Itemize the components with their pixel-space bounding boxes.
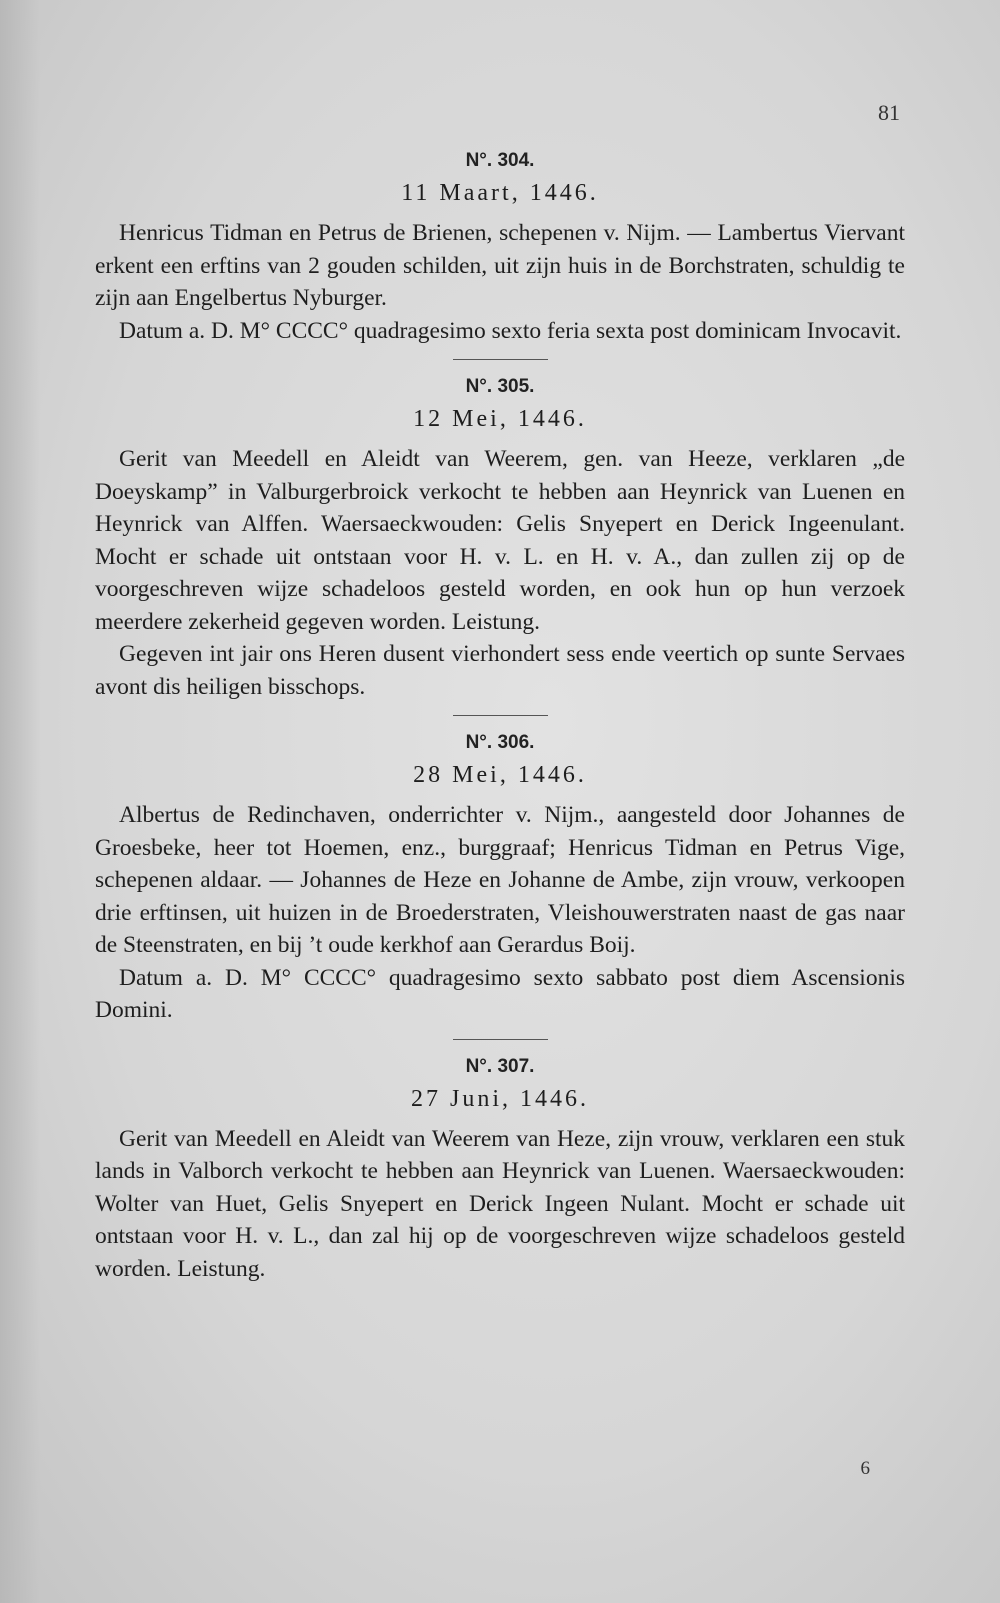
entry-date: 12 Mei, 1446. xyxy=(413,406,587,432)
entry-number: N°. 306. xyxy=(465,732,535,753)
entry-paragraph: Datum a. D. M° CCCC° quadragesimo sexto feria sexta post dominicam Invocavit. xyxy=(119,317,902,344)
entry-date: 28 Mei, 1446. xyxy=(413,762,587,788)
entry-paragraph: Gerit van Meedell en Aleidt van Weerem, gen. van Heeze, verklaren „de Doeyskamp” in Valburgerbroick verkocht te hebben aan Heynrick van Luenen en Heynrick van Alffen. Waersaeckwouden: Gelis Snyepert en Derick Ingeenulant. Mocht er schade uit ontstaan voor H. v. L. en H. v. A., dan zullen zij op de voorgeschreven wijze schadeloos gesteld worden, en ook hun op hun verzoek meerdere zekerheid gegeven worden. Leistung. xyxy=(95,446,905,635)
entry-306 xyxy=(95,732,905,1027)
entry-305 xyxy=(95,376,905,703)
entry-number: N°. 305. xyxy=(465,376,535,397)
entry-paragraph: Gerit van Meedell en Aleidt van Weerem van Heze, zijn vrouw, verklaren een stuk lands in Valborch verkocht te hebben aan Heynrick van Luenen. Waersaeckwouden: Wolter van Huet, Gelis Snyepert en Derick Ingeen Nulant. Mocht er schade uit ontstaan voor H. v. L., dan zal hij op de voorgeschreven wijze schadeloos gesteld worden. Leistung. xyxy=(95,1125,905,1282)
signature-mark: 6 xyxy=(860,1458,870,1479)
entry-paragraph: Henricus Tidman en Petrus de Brienen, schepenen v. Nijm. — Lambertus Viervant erkent een erftins van 2 gouden schilden, uit zijn huis in de Borchstraten, schuldig te zijn aan Engelbertus Nyburger. xyxy=(95,220,905,311)
page-content xyxy=(95,150,905,1285)
section-divider xyxy=(453,1039,548,1040)
entry-307 xyxy=(95,1056,905,1286)
entry-304 xyxy=(95,150,905,347)
entry-date: 27 Juni, 1446. xyxy=(410,1085,589,1112)
section-divider xyxy=(453,359,548,360)
page-number: 81 xyxy=(878,100,900,125)
entry-date: 11 Maart, 1446. xyxy=(401,180,599,206)
section-divider xyxy=(453,715,548,716)
entry-number: N°. 307. xyxy=(465,1055,535,1077)
entry-paragraph: Datum a. D. M° CCCC° quadragesimo sexto sabbato post diem Ascensionis Domini. xyxy=(95,964,905,1023)
entry-paragraph: Gegeven int jair ons Heren dusent vierhondert sess ende veertich op sunte Servaes avont dis heiligen bisschops. xyxy=(95,641,905,700)
entry-paragraph: Albertus de Redinchaven, onderrichter v. Nijm., aangesteld door Johannes de Groesbeke, heer tot Hoemen, enz., burggraaf; Henricus Tidman en Petrus Vige, schepenen aldaar. — Johannes de Heze en Johanne de Ambe, zijn vrouw, verkoopen drie erftinsen, uit huizen in de Broederstraten, Vleishouwerstraten naast de gas naar de Steenstraten, en bij ’t oude kerkhof aan Gerardus Boij. xyxy=(95,802,905,958)
entry-number: N°. 304. xyxy=(465,150,535,171)
